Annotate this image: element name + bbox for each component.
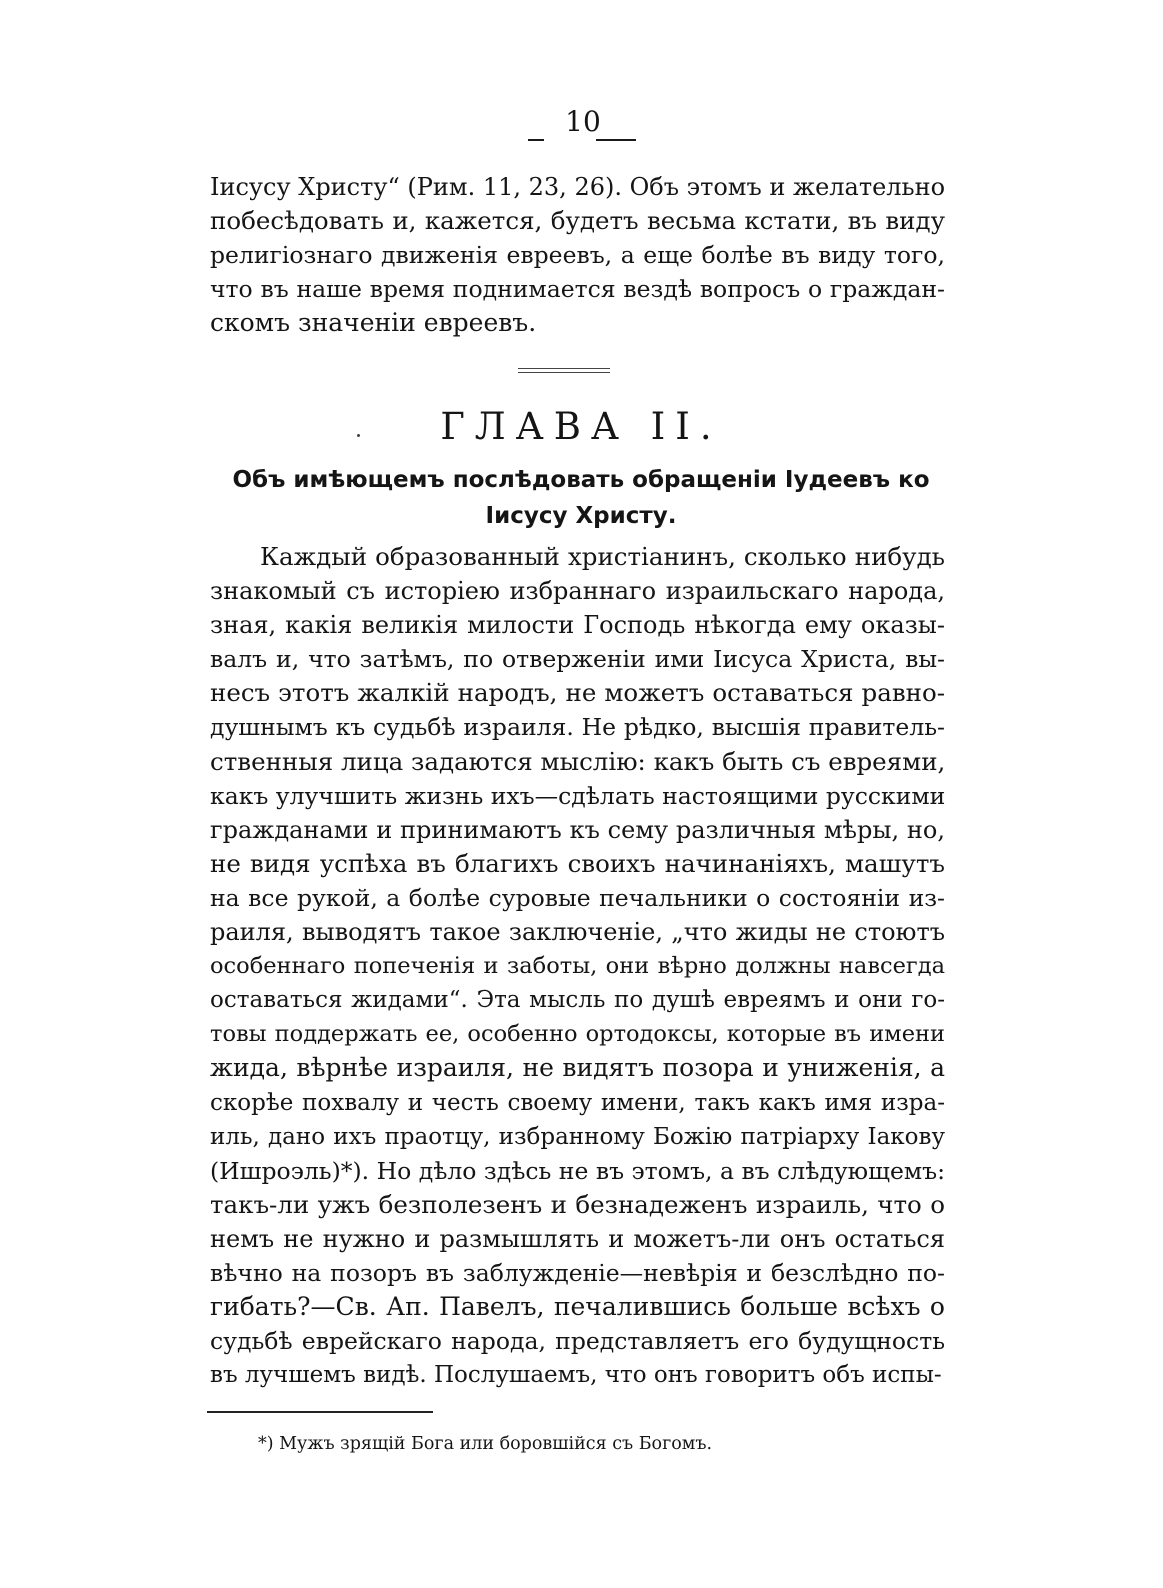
- chapter-heading: [215, 462, 947, 534]
- text-line: жида, вѣрнѣе израиля, не видятъ позора и униженiя, а: [210, 1053, 945, 1083]
- text-line: скомъ значенiи евреевъ.: [210, 308, 537, 338]
- footnote-divider: [207, 1411, 433, 1413]
- text-line: ственныя лица задаются мыслiю: какъ быть съ евреями,: [210, 746, 946, 776]
- text-line: гражданами и принимаютъ къ сему различныя мѣры, но,: [210, 815, 945, 844]
- intro-paragraph: [210, 170, 945, 340]
- text-line: въ лучшемъ видѣ. Послушаемъ, что онъ говоритъ объ испы-: [210, 1362, 942, 1389]
- text-line: особеннаго попеченiя и заботы, они вѣрно должны навсегда: [210, 953, 945, 980]
- text-line: Iисусу Христу“ (Рим. 11, 23, 26). Объ этомъ и желательно: [210, 173, 946, 201]
- text-line: товы поддержать ее, особенно ортодоксы, которые въ имени: [210, 1021, 945, 1048]
- text-line: душнымъ къ судьбѣ израиля. Не рѣдко, высшiя правитель-: [210, 713, 945, 742]
- text-line: оставаться жидами“. Эта мысль по душѣ евреямъ и они го-: [210, 987, 945, 1014]
- text-line: валъ и, что затѣмъ, по отверженiи ими Iисуса Христа, вы-: [210, 645, 945, 674]
- chapter-title: ГЛАВА II.: [440, 405, 722, 448]
- chapter-heading-line: Iисусу Христу.: [485, 503, 677, 529]
- text-line: судьбѣ еврейскаго народа, представляетъ его будущность: [210, 1327, 945, 1356]
- text-line: Каждый образованный христiанинъ, сколько нибудь: [260, 542, 945, 571]
- text-line: знакомый съ исторiею избраннаго израильскаго народа,: [210, 577, 945, 606]
- text-line: вѣчно на позоръ въ заблужденiе—невѣрiя и безслѣдно по-: [210, 1258, 945, 1287]
- chapter-heading-line: Объ имѣющемъ послѣдовать обращенiи Iудеевъ ко: [232, 467, 930, 493]
- page-number: 10: [565, 105, 601, 138]
- text-line: что въ наше время поднимается вездѣ вопросъ о граждан-: [210, 275, 945, 304]
- text-line: раиля, выводятъ такое заключенiе, „что жиды не стоютъ: [210, 918, 945, 947]
- text-line: не видя успѣха въ благихъ своихъ начинанiяхъ, машутъ: [210, 848, 945, 878]
- footnote: *) Мужъ зрящiй Бога или боровшiйся съ Богомъ.: [258, 1434, 713, 1454]
- text-line: немъ не нужно и размышлять и можетъ-ли онъ остаться: [210, 1224, 945, 1253]
- text-line: побесѣдовать и, кажется, будетъ весьма кстати, въ виду: [210, 206, 945, 236]
- page-number-underline: [528, 139, 544, 141]
- body-paragraph: [210, 540, 945, 1392]
- text-line: такъ-ли ужъ безполезенъ и безнадеженъ израиль, что о: [210, 1189, 945, 1219]
- text-line: иль, дано ихъ праотцу, избранному Божiю патрiарху Iакову: [210, 1123, 945, 1150]
- text-line: гибать?—Св. Ап. Павелъ, печалившись больше всѣхъ о: [210, 1292, 945, 1322]
- text-line: какъ улучшить жизнь ихъ—сдѣлать настоящими русскими: [210, 781, 946, 810]
- text-line: религiознаго движенiя евреевъ, а еще болѣе въ виду того,: [210, 241, 945, 270]
- page-number-underline: [596, 139, 636, 141]
- text-line: на все рукой, а болѣе суровые печальники о состоянiи из-: [210, 883, 945, 912]
- text-line: скорѣе похвалу и честь своему имени, такъ какъ имя изра-: [210, 1089, 945, 1116]
- text-line: несъ этотъ жалкiй народъ, не можетъ оставаться равно-: [210, 678, 945, 708]
- section-divider: [518, 367, 610, 375]
- text-line: зная, какiя великiя милости Господь нѣкогда ему оказы-: [210, 611, 945, 640]
- text-line: (Ишроэль)*). Но дѣло здѣсь не въ этомъ, а въ слѣдующемъ:: [210, 1156, 946, 1185]
